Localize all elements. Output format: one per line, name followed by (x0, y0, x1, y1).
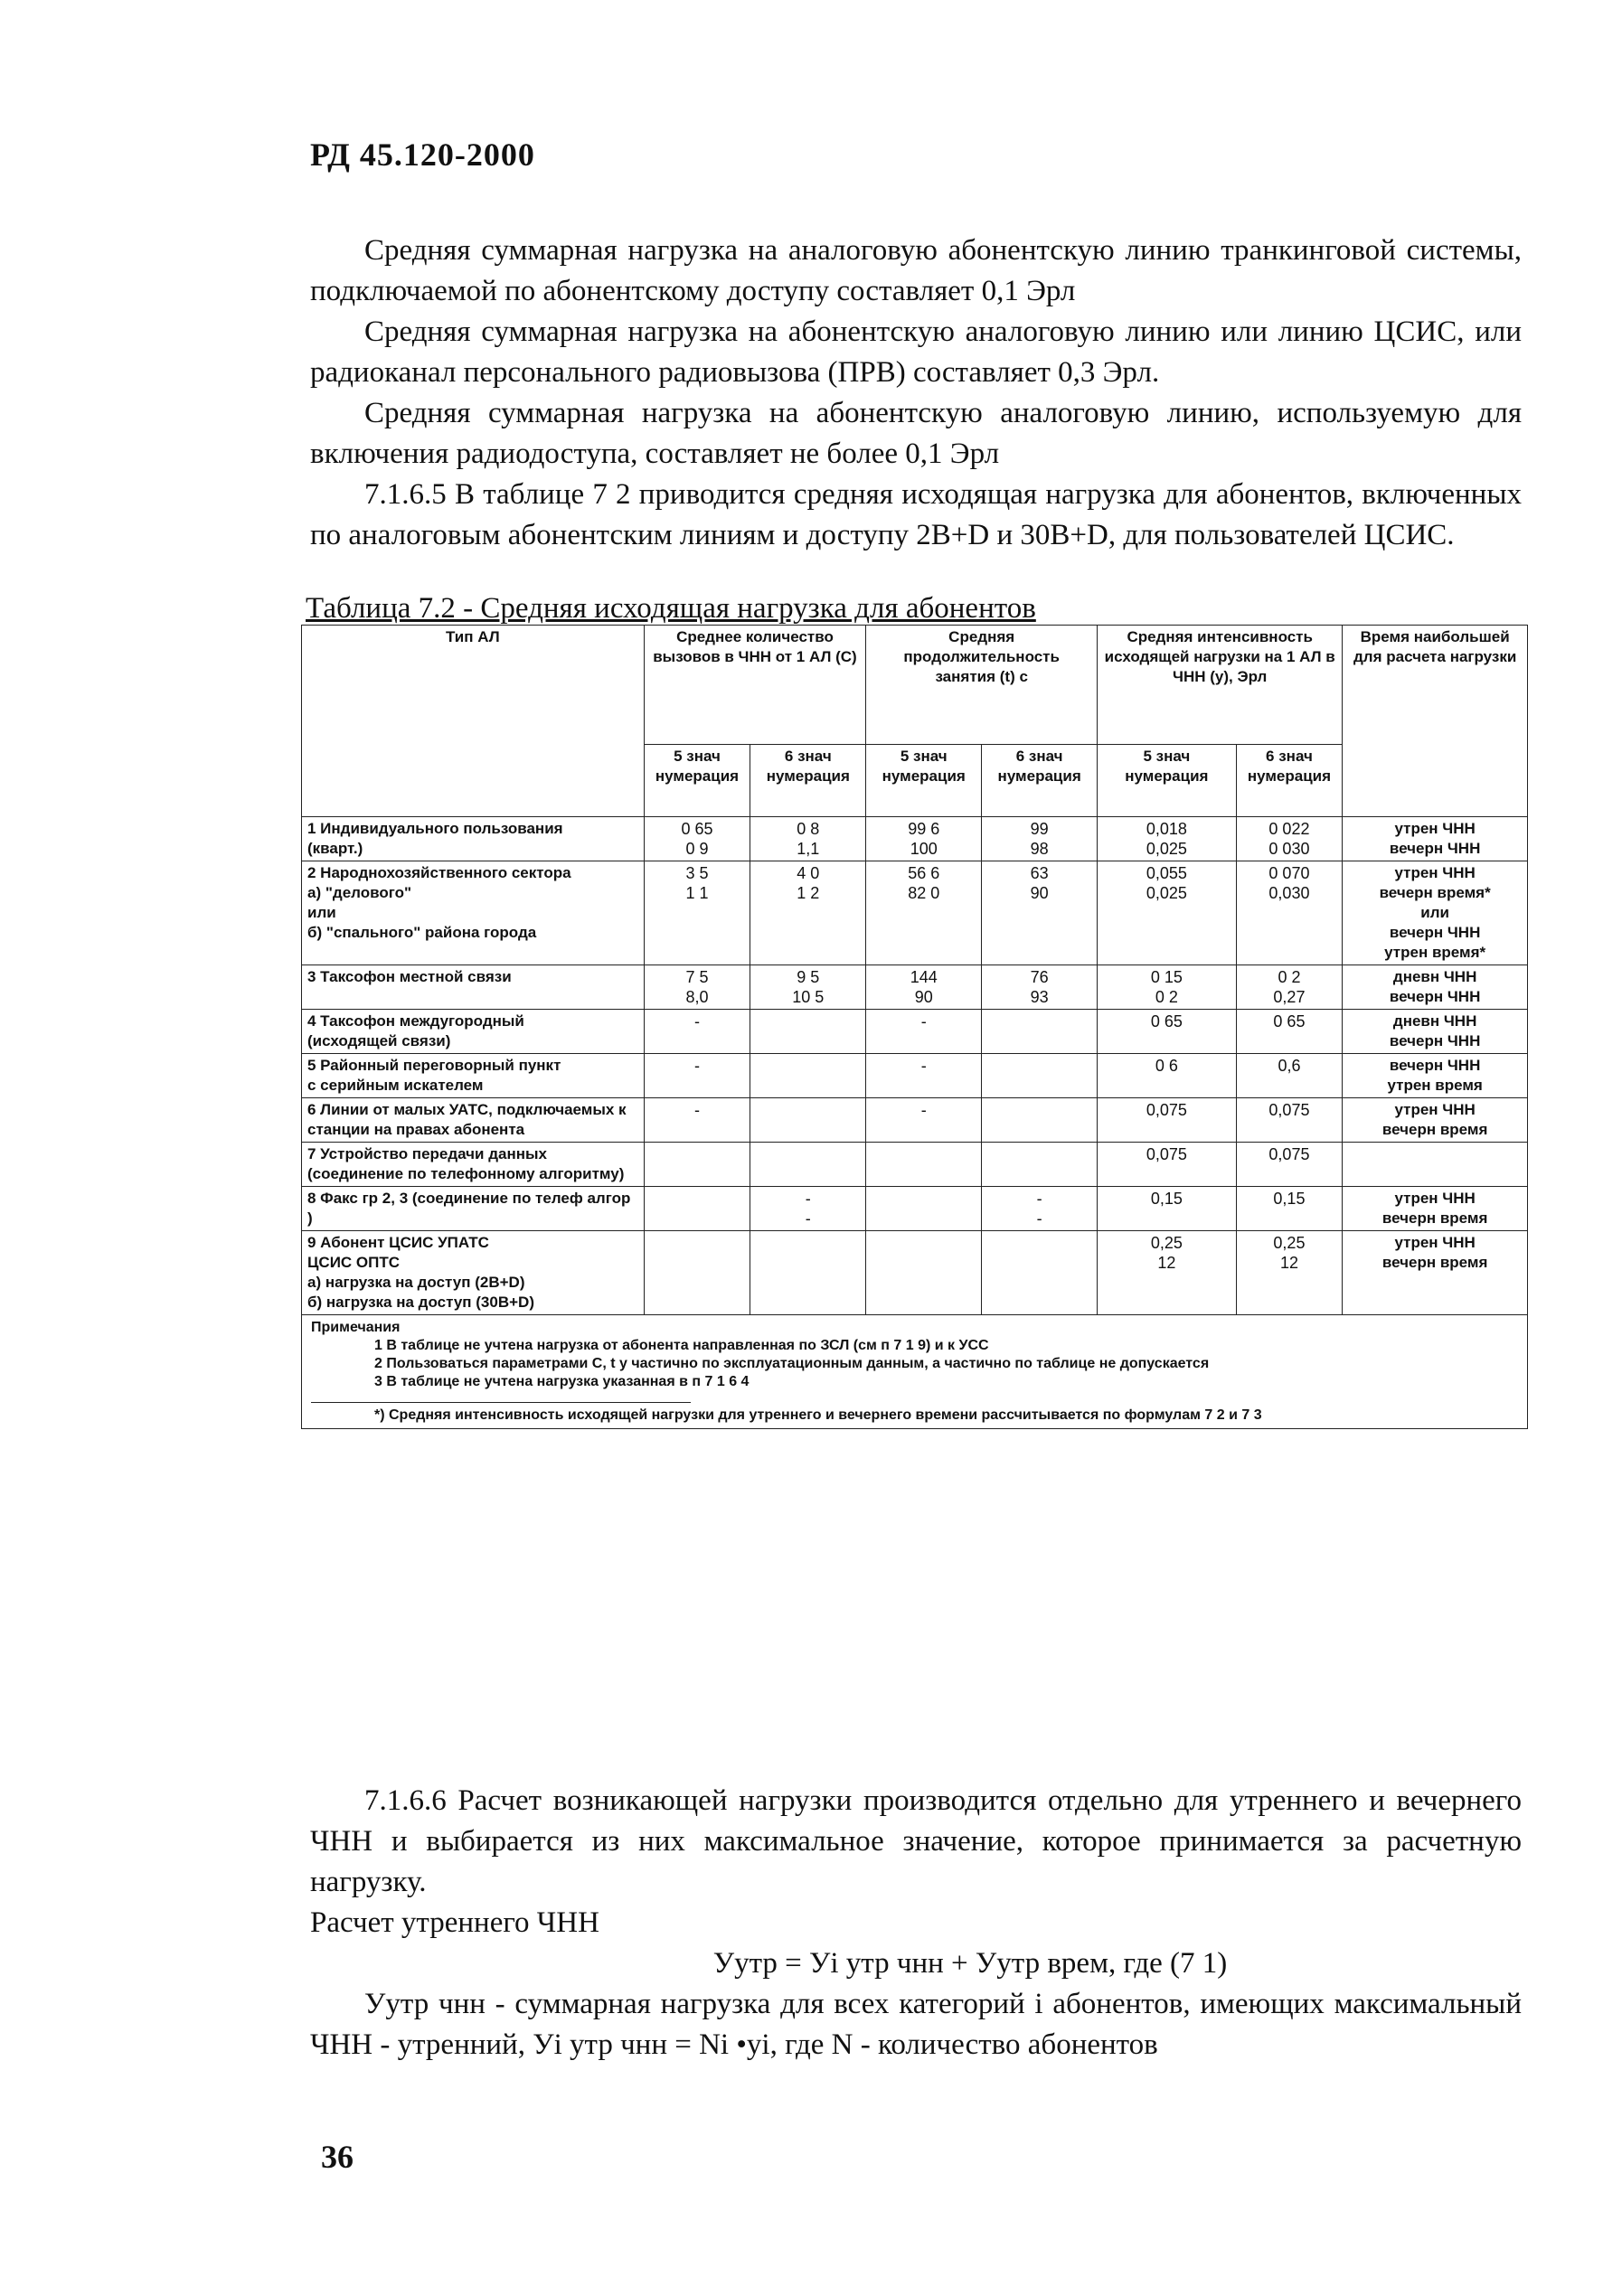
cell-text: 0 2 (1278, 968, 1301, 986)
cell-text: 93 (1030, 988, 1049, 1006)
intro-paragraphs (310, 231, 1522, 556)
cell-text: 7 5 (685, 968, 709, 986)
cell-peak-time (1343, 1098, 1528, 1143)
cell-duration-5 (866, 1054, 982, 1098)
cell-text: 0,15 (1273, 1190, 1306, 1208)
paragraph-trunking-load: Средняя суммарная нагрузка на аналоговую абонентскую линию транкинговой системы, подключаемой по абонентскому доступу составляет 0,1 Эрл (310, 234, 1522, 307)
cell-text: 6 Линии от малых УАТС, подключаемых к станции на правах абонента (307, 1101, 627, 1138)
cell-text: 8 Факс гр 2, 3 (соединение по телеф алгор ) (307, 1190, 631, 1227)
table-row (302, 1054, 1528, 1098)
cell-text: 2 Народнохозяйственного сектора (307, 864, 571, 881)
header-line-type: Тип АЛ (302, 626, 645, 817)
cell-text: утрен ЧНН (1394, 1101, 1476, 1118)
cell-intensity-6 (1236, 1098, 1343, 1143)
cell-intensity-6 (1236, 1187, 1343, 1231)
cell-text: 99 (1030, 820, 1049, 838)
table-row (302, 817, 1528, 861)
cell-duration-6 (982, 1054, 1098, 1098)
heading-morning-peak: Расчет утреннего ЧНН (310, 1906, 599, 1939)
cell-text: а) "делового" (307, 884, 412, 901)
cell-calls-5 (644, 1187, 750, 1231)
cell-text: дневн ЧНН (1392, 1012, 1477, 1030)
cell-text: 0,25 (1273, 1234, 1306, 1252)
page-number: 36 (321, 2139, 354, 2175)
cell-calls-6 (750, 1098, 866, 1143)
cell-peak-time (1343, 1187, 1528, 1231)
cell-intensity-5 (1098, 1187, 1237, 1231)
cell-calls-5 (644, 1143, 750, 1187)
cell-calls-6 (750, 1143, 866, 1187)
cell-text: 1 1 (685, 884, 709, 902)
cell-text: 90 (914, 988, 933, 1006)
cell-text: 0,25 (1150, 1234, 1183, 1252)
cell-calls-5 (644, 965, 750, 1010)
cell-text: вечерн время* (1379, 884, 1491, 901)
calculation-paragraphs (310, 1781, 1522, 2065)
header-duration: Средняя продолжительность занятия (t) с (866, 626, 1098, 745)
cell-intensity-5 (1098, 1231, 1237, 1315)
cell-text: (исходящей связи) (307, 1032, 451, 1049)
paragraph-morning-load-definition: Уутр чнн - суммарная нагрузка для всех категорий i абонентов, имеющих максимальный ЧНН - утренний, Уi утр чнн = Ni •уi, где N - количество абонентов (310, 1988, 1522, 2061)
cell-peak-time (1343, 1231, 1528, 1315)
cell-text: - (694, 1057, 700, 1075)
cell-duration-5 (866, 1187, 982, 1231)
cell-text: 9 5 (797, 968, 820, 986)
cell-text: (кварт.) (307, 840, 363, 857)
cell-duration-6 (982, 965, 1098, 1010)
cell-text: - (694, 1012, 700, 1030)
cell-text: 144 (910, 968, 938, 986)
cell-duration-6 (982, 1098, 1098, 1143)
cell-peak-time (1343, 861, 1528, 965)
cell-text: утрен время* (1384, 944, 1486, 961)
cell-intensity-6 (1236, 1231, 1343, 1315)
subheader-6-digit: 6 знач нумерация (982, 745, 1098, 817)
cell-text: - (805, 1190, 811, 1208)
cell-text: 0,15 (1150, 1190, 1183, 1208)
cell-line-type (302, 1010, 645, 1054)
cell-text: вечерн ЧНН (1389, 924, 1481, 941)
note-2: 2 Пользоваться параметрами С, t у частично по эксплуатационным данным, а частично по таблице не допускается (374, 1356, 1210, 1371)
cell-duration-6 (982, 817, 1098, 861)
cell-text: вечерн ЧНН (1389, 840, 1481, 857)
cell-text: - (1036, 1190, 1042, 1208)
cell-text: - (920, 1101, 927, 1119)
cell-text: вечерн ЧНН (1389, 1057, 1481, 1074)
cell-duration-6 (982, 1187, 1098, 1231)
table-row (302, 1098, 1528, 1143)
cell-text: 0,055 (1146, 864, 1187, 882)
cell-line-type (302, 1098, 645, 1143)
cell-text: - (1036, 1209, 1042, 1228)
cell-calls-6 (750, 817, 866, 861)
cell-calls-6 (750, 1187, 866, 1231)
footnote-divider (311, 1402, 691, 1403)
cell-text: 0,075 (1146, 1101, 1187, 1119)
cell-text: 0,075 (1268, 1101, 1310, 1119)
subheader-6-digit: 6 знач нумерация (750, 745, 866, 817)
cell-text: 0 022 (1268, 820, 1310, 838)
cell-text: 0 65 (1273, 1012, 1306, 1030)
cell-text: вечерн время (1381, 1209, 1488, 1227)
cell-text: утрен ЧНН (1394, 1234, 1476, 1251)
cell-intensity-5 (1098, 1098, 1237, 1143)
cell-text: вечерн ЧНН (1389, 1032, 1481, 1049)
table-row (302, 1231, 1528, 1315)
cell-calls-5 (644, 1098, 750, 1143)
cell-duration-5 (866, 1010, 982, 1054)
cell-text: (соединение по телефонному алгоритму) (307, 1165, 625, 1182)
document-code-header: РД 45.120-2000 (310, 136, 535, 173)
table-row (302, 1187, 1528, 1231)
cell-text: 0,075 (1268, 1145, 1310, 1163)
cell-text: 7 Устройство передачи данных (307, 1145, 547, 1162)
cell-text: 0 6 (1155, 1057, 1178, 1075)
outgoing-load-table (301, 625, 1528, 1429)
cell-text: 4 0 (797, 864, 820, 882)
cell-text: 76 (1030, 968, 1049, 986)
paragraph-radio-access-load: Средняя суммарная нагрузка на абонентскую аналоговую линию, используемую для включения радиодоступа, составляет не более 0,1 Эрл (310, 397, 1522, 470)
cell-text: 0 8 (797, 820, 820, 838)
cell-text: 10 5 (792, 988, 825, 1006)
cell-peak-time (1343, 965, 1528, 1010)
cell-calls-5 (644, 1231, 750, 1315)
table-footnote: *) Средняя интенсивность исходящей нагрузки для утреннего и вечернего времени рассчитывается по формулам 7 2 и 7 3 (374, 1407, 1262, 1423)
cell-text: 0 070 (1268, 864, 1310, 882)
cell-text: или (1420, 904, 1449, 921)
cell-text: 1,1 (797, 840, 820, 858)
cell-text: 0,025 (1146, 884, 1187, 902)
cell-intensity-6 (1236, 1054, 1343, 1098)
cell-duration-6 (982, 861, 1098, 965)
cell-intensity-5 (1098, 817, 1237, 861)
cell-intensity-5 (1098, 861, 1237, 965)
cell-text: 98 (1030, 840, 1049, 858)
cell-text: 99 6 (908, 820, 940, 838)
cell-calls-6 (750, 965, 866, 1010)
cell-intensity-6 (1236, 861, 1343, 965)
cell-text: - (805, 1209, 811, 1228)
cell-intensity-5 (1098, 1143, 1237, 1187)
subheader-5-digit: 5 знач нумерация (1098, 745, 1237, 817)
cell-line-type (302, 965, 645, 1010)
cell-text: 12 (1157, 1254, 1176, 1272)
header-intensity: Средняя интенсивность исходящей нагрузки на 1 АЛ в ЧНН (у), Эрл (1098, 626, 1343, 745)
cell-peak-time (1343, 1143, 1528, 1187)
table-row (302, 1010, 1528, 1054)
table-row (302, 1143, 1528, 1187)
cell-text: 4 Таксофон междугородный (307, 1012, 524, 1030)
cell-text: 1 2 (797, 884, 820, 902)
cell-text: 0,018 (1146, 820, 1187, 838)
cell-line-type (302, 861, 645, 965)
cell-text: с серийным искателем (307, 1077, 484, 1094)
cell-intensity-6 (1236, 965, 1343, 1010)
cell-text: 0 15 (1150, 968, 1183, 986)
cell-calls-5 (644, 1054, 750, 1098)
cell-line-type (302, 1054, 645, 1098)
cell-intensity-5 (1098, 965, 1237, 1010)
cell-intensity-5 (1098, 1010, 1237, 1054)
cell-text: 0,025 (1146, 840, 1187, 858)
table-body (302, 817, 1528, 1315)
cell-text: 0,6 (1278, 1057, 1301, 1075)
subheader-6-digit: 6 знач нумерация (1236, 745, 1343, 817)
table-caption: Таблица 7.2 - Средняя исходящая нагрузка для абонентов (306, 592, 1036, 625)
cell-calls-5 (644, 861, 750, 965)
cell-duration-6 (982, 1010, 1098, 1054)
cell-duration-6 (982, 1143, 1098, 1187)
cell-text: вечерн время (1381, 1254, 1488, 1271)
cell-text: 0,27 (1273, 988, 1306, 1006)
cell-line-type (302, 1187, 645, 1231)
cell-text: б) "спального" района города (307, 924, 537, 941)
cell-text: дневн ЧНН (1392, 968, 1477, 985)
cell-text: 0 65 (681, 820, 713, 838)
table-row (302, 861, 1528, 965)
cell-duration-5 (866, 1143, 982, 1187)
cell-calls-5 (644, 1010, 750, 1054)
cell-text: вечерн ЧНН (1389, 988, 1481, 1005)
table-notes (302, 1315, 1528, 1429)
cell-duration-5 (866, 1098, 982, 1143)
cell-calls-6 (750, 1231, 866, 1315)
cell-calls-6 (750, 1010, 866, 1054)
cell-text: 0,075 (1146, 1145, 1187, 1163)
paragraph-7-1-6-5: 7.1.6.5 В таблице 7 2 приводится средняя исходящая нагрузка для абонентов, включенных по аналоговым абонентским линиям и доступу 2В+D и 30В+D, для пользователей ЦСИС. (310, 478, 1522, 551)
cell-text: 5 Районный переговорный пункт (307, 1057, 561, 1074)
cell-duration-6 (982, 1231, 1098, 1315)
cell-text: 0 2 (1155, 988, 1178, 1006)
cell-duration-5 (866, 965, 982, 1010)
cell-text: 3 5 (685, 864, 709, 882)
note-1: 1 В таблице не учтена нагрузка от абонента направленная по ЗСЛ (см п 7 1 9) и к УСС (374, 1338, 989, 1353)
cell-text: утрен ЧНН (1394, 820, 1476, 837)
cell-text: 90 (1030, 884, 1049, 902)
cell-duration-5 (866, 1231, 982, 1315)
cell-text: 0,030 (1268, 884, 1310, 902)
cell-text: а) нагрузка на доступ (2В+D) (307, 1274, 525, 1291)
cell-intensity-6 (1236, 1143, 1343, 1187)
cell-text: 3 Таксофон местной связи (307, 968, 512, 985)
cell-text: 0 030 (1268, 840, 1310, 858)
cell-text: 100 (910, 840, 938, 858)
cell-intensity-6 (1236, 817, 1343, 861)
cell-calls-6 (750, 1054, 866, 1098)
cell-text: 12 (1279, 1254, 1298, 1272)
cell-text: 0 9 (685, 840, 709, 858)
paragraph-7-1-6-6: 7.1.6.6 Расчет возникающей нагрузки производится отдельно для утреннего и вечернего ЧНН и выбирается из них максимальное значение, которое принимается за расчетную нагрузку. (310, 1784, 1522, 1898)
cell-line-type (302, 1231, 645, 1315)
cell-text: утрен ЧНН (1394, 864, 1476, 881)
cell-text: 0 65 (1150, 1012, 1183, 1030)
cell-line-type (302, 817, 645, 861)
cell-intensity-5 (1098, 1054, 1237, 1098)
cell-text: вечерн время (1381, 1121, 1488, 1138)
cell-text: утрен время (1387, 1077, 1483, 1094)
cell-text: 63 (1030, 864, 1049, 882)
cell-text: - (920, 1057, 927, 1075)
paragraph-isdn-load: Средняя суммарная нагрузка на абонентскую аналоговую линию или линию ЦСИС, или радиоканал персонального радиовызова (ПРВ) составляет 0,3 Эрл. (310, 315, 1522, 389)
cell-text: или (307, 904, 336, 921)
cell-text: 1 Индивидуального пользования (307, 820, 563, 837)
cell-text: - (920, 1012, 927, 1030)
cell-peak-time (1343, 817, 1528, 861)
cell-calls-6 (750, 861, 866, 965)
cell-text: б) нагрузка на доступ (30В+D) (307, 1294, 534, 1311)
formula-7-1: Уутр = Уi утр чнн + Уутр врем, где (7 1) (712, 1947, 1228, 1980)
cell-text: - (694, 1101, 700, 1119)
notes-title: Примечания (311, 1320, 401, 1335)
table-row (302, 965, 1528, 1010)
header-peak-time: Время наибольшей для расчета нагрузки (1343, 626, 1528, 817)
header-calls: Среднее количество вызовов в ЧНН от 1 АЛ (С) (644, 626, 866, 745)
cell-duration-5 (866, 817, 982, 861)
cell-text: утрен ЧНН (1394, 1190, 1476, 1207)
cell-text: 8,0 (685, 988, 709, 1006)
note-3: 3 В таблице не учтена нагрузка указанная в п 7 1 6 4 (374, 1374, 750, 1389)
cell-intensity-6 (1236, 1010, 1343, 1054)
cell-calls-5 (644, 817, 750, 861)
cell-text: 82 0 (908, 884, 940, 902)
cell-peak-time (1343, 1054, 1528, 1098)
cell-peak-time (1343, 1010, 1528, 1054)
cell-duration-5 (866, 861, 982, 965)
subheader-5-digit: 5 знач нумерация (644, 745, 750, 817)
cell-text: 9 Абонент ЦСИС УПАТС (307, 1234, 489, 1251)
subheader-5-digit: 5 знач нумерация (866, 745, 982, 817)
cell-text: ЦСИС ОПТС (307, 1254, 401, 1271)
cell-text: 56 6 (908, 864, 940, 882)
cell-line-type (302, 1143, 645, 1187)
